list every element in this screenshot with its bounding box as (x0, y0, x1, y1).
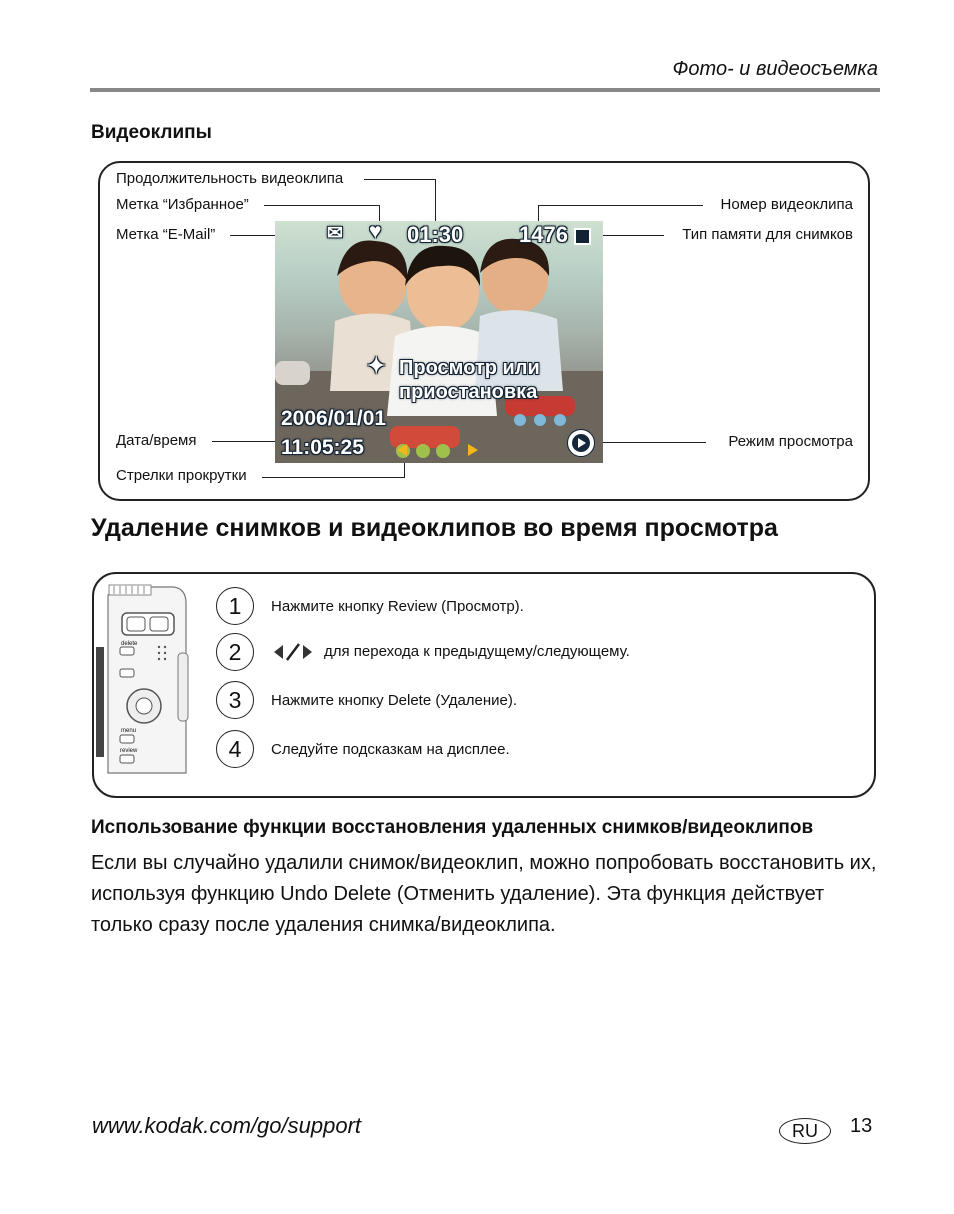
step-1-text: Нажмите кнопку Review (Просмотр). (271, 598, 524, 615)
camera-back-illustration (94, 583, 194, 781)
camera-delete-label: delete (121, 641, 138, 647)
label-review-mode: Режим просмотра (728, 433, 853, 450)
step-4-text: Следуйте подсказкам на дисплее. (271, 741, 510, 758)
step-3-number: 3 (216, 681, 254, 719)
label-date-time: Дата/время (116, 432, 197, 449)
scroll-left-arrow-icon[interactable] (397, 444, 407, 456)
favorite-heart-icon: ♥ (369, 221, 382, 243)
play-hint-line2: приостановка (399, 381, 538, 403)
step-2-text: для перехода к предыдущему/следующему. (324, 643, 630, 660)
undo-paragraph: Если вы случайно удалили снимок/видеоклип, можно попробовать восстановить их, используя функцию Undo Delete (Отменить удаление). Эта функция действует только сразу после удаления снимка/видеоклипа. (91, 852, 877, 936)
section-title: Фото- и видеосъемка (672, 58, 878, 80)
support-url[interactable]: www.kodak.com/go/support (92, 1113, 362, 1138)
delete-heading: Удаление снимков и видеоклипов во время просмотра (91, 514, 778, 542)
step-1-number: 1 (216, 587, 254, 625)
review-mode-icon (567, 429, 595, 457)
lcd-screen-image (275, 221, 603, 463)
leader-duration (364, 179, 436, 180)
label-favorite: Метка “Избранное” (116, 196, 249, 213)
language-badge: RU (779, 1118, 831, 1144)
step-3-text: Нажмите кнопку Delete (Удаление). (271, 692, 518, 709)
memory-card-icon (574, 228, 591, 245)
clip-number: 1476 (519, 222, 568, 247)
left-right-arrows-icon (272, 642, 318, 662)
leader-clip-number (538, 205, 703, 206)
label-clip-number: Номер видеоклипа (720, 196, 853, 213)
page-number: 13 (850, 1115, 873, 1137)
label-scroll-arrows: Стрелки прокрутки (116, 467, 247, 484)
camera-review-label: review (120, 748, 138, 754)
play-hint-line1: Просмотр или (399, 357, 540, 379)
play-pause-icon: ✦ (367, 353, 386, 378)
label-duration: Продолжительность видеоклипа (116, 170, 344, 187)
leader-favorite (264, 205, 380, 206)
email-icon: ✉ (327, 223, 343, 244)
label-memory-type: Тип памяти для снимков (682, 226, 853, 243)
time-overlay: 11:05:25 (281, 436, 364, 459)
leader-review-mode (600, 442, 706, 443)
leader-date-time (212, 441, 276, 442)
label-email: Метка “E-Mail” (116, 226, 216, 243)
scroll-right-arrow-icon[interactable] (468, 444, 478, 456)
camera-menu-label: menu (121, 728, 137, 734)
date-overlay: 2006/01/01 (281, 407, 387, 430)
leader-scroll-arrows (262, 477, 405, 478)
step-4-number: 4 (216, 730, 254, 768)
undo-heading: Использование функции восстановления удаленных снимков/видеоклипов (91, 817, 814, 838)
video-heading: Видеоклипы (91, 122, 212, 143)
clip-duration: 01:30 (407, 222, 464, 247)
leader-duration-vertical (435, 179, 436, 221)
step-2-number: 2 (216, 633, 254, 671)
header-rule (90, 88, 880, 92)
